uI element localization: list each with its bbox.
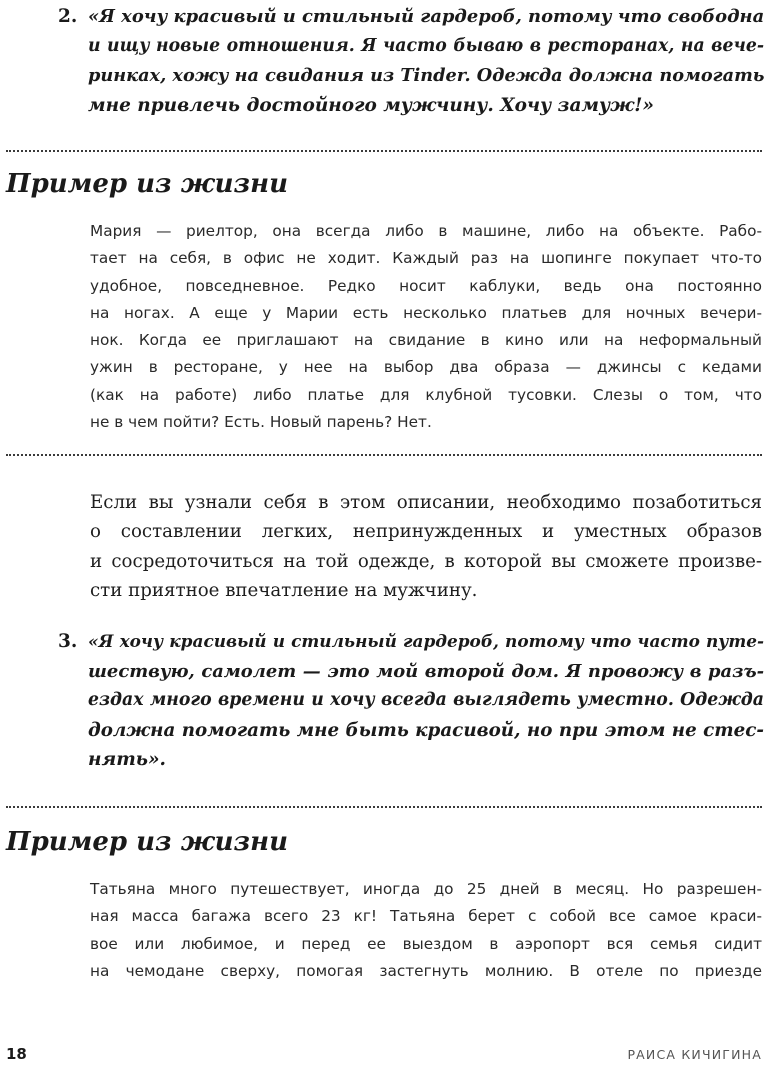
dotted-divider <box>6 806 762 808</box>
example-heading: Пример из жизни <box>6 169 288 199</box>
quote-3-line: нять». <box>88 749 166 770</box>
quote-3-line: шествую, самолет — это мой второй дом. Я провожу в разъ- <box>88 660 764 682</box>
dotted-divider <box>6 454 762 456</box>
example-1-text <box>90 218 762 436</box>
example-1-line: не в чем пойти? Есть. Новый парень? Нет. <box>90 413 432 432</box>
example-1-line: ужин в ресторане, у нее на выбор два образа — джинсы с кедами <box>90 358 762 377</box>
example-1-line: Мария — риелтор, она всегда либо в машине, либо на объекте. Рабо- <box>90 222 762 240</box>
quote-2-number: 2. <box>58 6 78 27</box>
quote-3-number: 3. <box>58 631 78 652</box>
example-1-line: тает на себя, в офис не ходит. Каждый раз на шопинге покупает что-то <box>90 249 762 268</box>
author-name: РАИСА КИЧИГИНА <box>627 1047 762 1062</box>
quote-3-line: «Я хочу красивый и стильный гардероб, потому что часто путе- <box>88 631 764 651</box>
quote-3-line: ездах много времени и хочу всегда выглядеть уместно. Одежда <box>88 690 764 710</box>
quote-3-line: должна помогать мне быть красивой, но при этом не стес- <box>88 719 764 741</box>
quote-2 <box>58 2 764 120</box>
example-2-text <box>90 876 762 985</box>
body-paragraph <box>90 488 762 605</box>
example-1-line: (как на работе) либо платье для клубной тусовки. Слезы о том, что <box>90 385 762 404</box>
example-2-line: Татьяна много путешествует, иногда до 25 дней в месяц. Но разрешен- <box>90 880 762 898</box>
quote-2-line: и ищу новые отношения. Я часто бываю в ресторанах, на вече- <box>88 35 764 56</box>
example-2-line: на чемодане сверху, помогая застегнуть молнию. В отеле по приезде <box>90 961 762 980</box>
paragraph-line: о составлении легких, непринужденных и уместных образов <box>90 521 762 543</box>
paragraph-line: Если вы узнали себя в этом описании, необходимо позаботиться <box>90 492 762 513</box>
example-1-line: удобное, повседневное. Редко носит каблуки, ведь она постоянно <box>90 276 762 295</box>
example-2-line: вое или любимое, и перед ее выездом в аэропорт вся семья сидит <box>90 934 762 953</box>
quote-2-line: «Я хочу красивый и стильный гардероб, потому что свободна <box>88 6 765 27</box>
paragraph-line: и сосредоточиться на той одежде, в которой вы сможете произве- <box>90 550 762 572</box>
paragraph-line: сти приятное впечатление на мужчину. <box>90 579 478 601</box>
quote-3 <box>58 627 764 775</box>
dotted-divider <box>6 150 762 152</box>
quote-2-line: ринках, хожу на свидания из Tinder. Одежда должна помогать <box>88 65 765 86</box>
page-number: 18 <box>6 1045 27 1063</box>
quote-2-line: мне привлечь достойного мужчину. Хочу замуж!» <box>88 94 654 116</box>
example-1-line: на ногах. А еще у Марии есть несколько платьев для ночных вечери- <box>90 303 762 322</box>
example-2-line: ная масса багажа всего 23 кг! Татьяна берет с собой все самое краси- <box>90 907 762 926</box>
example-1-line: нок. Когда ее приглашают на свидание в кино или на неформальный <box>90 331 762 350</box>
example-heading: Пример из жизни <box>6 827 288 857</box>
